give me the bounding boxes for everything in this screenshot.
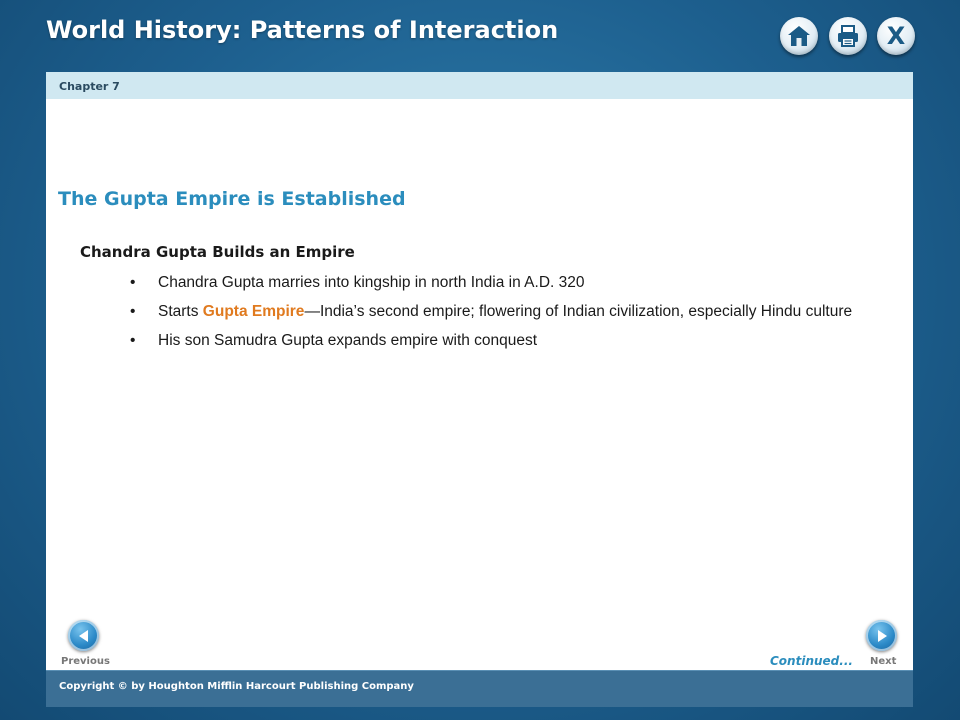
continued-label: Continued... (770, 654, 853, 668)
previous-label[interactable]: Previous (61, 656, 110, 667)
home-icon (787, 25, 811, 47)
close-icon: X (886, 22, 906, 50)
bullet-text: Starts (158, 303, 203, 320)
printer-icon (836, 24, 860, 48)
bullet-item (130, 268, 870, 297)
chapter-label: Chapter 7 (59, 80, 120, 93)
close-button[interactable] (877, 17, 915, 55)
home-button[interactable] (780, 17, 818, 55)
app-title: World History: Patterns of Interaction (46, 16, 559, 44)
triangle-left-icon (77, 629, 91, 643)
chapter-bar (46, 72, 913, 99)
bullet-text: His son Samudra Gupta expands empire with conquest (158, 332, 538, 349)
triangle-right-icon (875, 629, 889, 643)
bullet-text: —India’s second empire; flowering of Indian civilization, especially Hindu culture (304, 303, 853, 320)
footer-bar (46, 670, 913, 707)
content-panel (46, 72, 913, 670)
subheading: Chandra Gupta Builds an Empire (80, 243, 355, 261)
next-button[interactable] (866, 620, 897, 651)
bullet-text: Chandra Gupta marries into kingship in north India in A.D. 320 (158, 274, 585, 291)
next-label[interactable]: Next (870, 656, 897, 667)
previous-button[interactable] (68, 620, 99, 651)
print-button[interactable] (829, 17, 867, 55)
bullet-item (130, 326, 870, 355)
bullet-item (130, 297, 870, 326)
copyright-text: Copyright © by Houghton Mifflin Harcourt Publishing Company (59, 681, 414, 692)
section-title: The Gupta Empire is Established (58, 188, 406, 210)
bullet-list (130, 268, 870, 355)
highlighted-term: Gupta Empire (202, 303, 305, 320)
